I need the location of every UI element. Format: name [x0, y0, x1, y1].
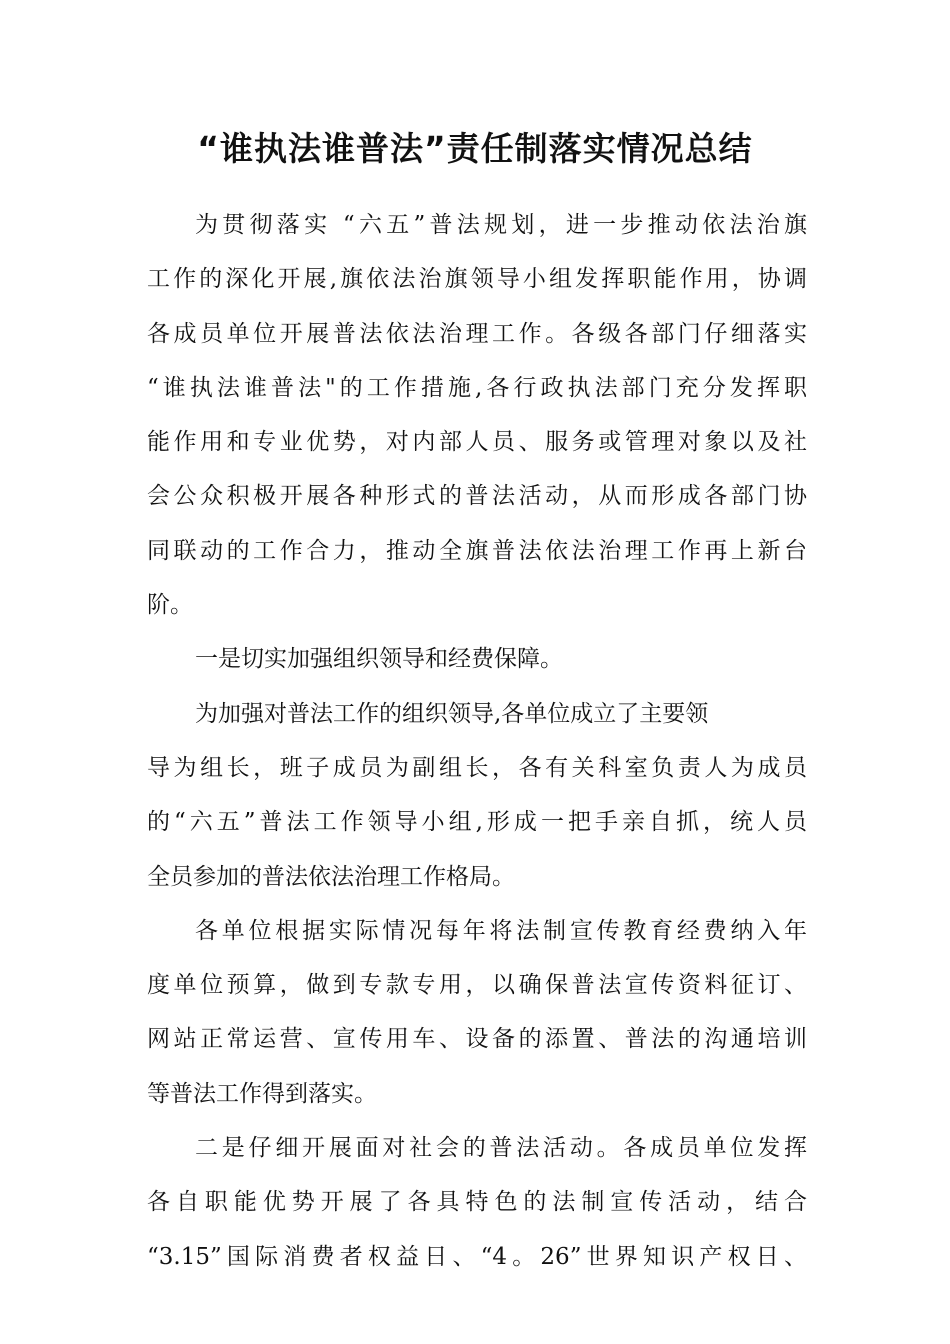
body-line: 会公众积极开展各种形式的普法活动，从而形成各部门协	[147, 483, 807, 510]
document-title: “谁执法谁普法”责任制落实情况总结	[197, 129, 753, 168]
body-line: 各单位根据实际情况每年将法制宣传教育经费纳入年	[195, 917, 807, 944]
body-line: 工作的深化开展,旗依法治旗领导小组发挥职能作用，协调	[147, 266, 807, 293]
body-line: 同联动的工作合力，推动全旗普法依法治理工作再上新台	[147, 537, 807, 564]
body-line: 度单位预算，做到专款专用，以确保普法宣传资料征订、	[147, 972, 807, 999]
section-heading: 二是仔细开展面对社会的普法活动。各成员单位发挥	[195, 1135, 807, 1162]
body-line: 能作用和专业优势，对内部人员、服务或管理对象以及社	[147, 429, 807, 456]
body-line: 等普法工作得到落实。	[147, 1080, 377, 1107]
body-line: “3.15”国际消费者权益日、“4。26”世界知识产权日、	[147, 1243, 807, 1270]
body-line: “谁执法谁普法"的工作措施,各行政执法部门充分发挥职	[147, 374, 807, 401]
body-line: 的“六五”普法工作领导小组,形成一把手亲自抓，统人员	[147, 809, 807, 836]
body-line: 网站正常运营、宣传用车、设备的添置、普法的沟通培训	[147, 1026, 807, 1053]
body-line: 各自职能优势开展了各具特色的法制宣传活动，结合	[147, 1189, 807, 1216]
document-body	[147, 198, 807, 1284]
body-line: 各成员单位开展普法依法治理工作。各级各部门仔细落实	[147, 320, 807, 347]
body-line: 为加强对普法工作的组织领导,各单位成立了主要领	[195, 700, 709, 727]
body-line: 为贯彻落实 “六五”普法规划，进一步推动依法治旗	[195, 212, 807, 238]
body-line: 阶。	[147, 592, 193, 619]
body-line: 全员参加的普法依法治理工作格局。	[147, 863, 515, 890]
body-line: 导为组长，班子成员为副组长，各有关科室负责人为成员	[147, 754, 807, 781]
section-heading: 一是切实加强组织领导和经费保障。	[195, 646, 563, 673]
